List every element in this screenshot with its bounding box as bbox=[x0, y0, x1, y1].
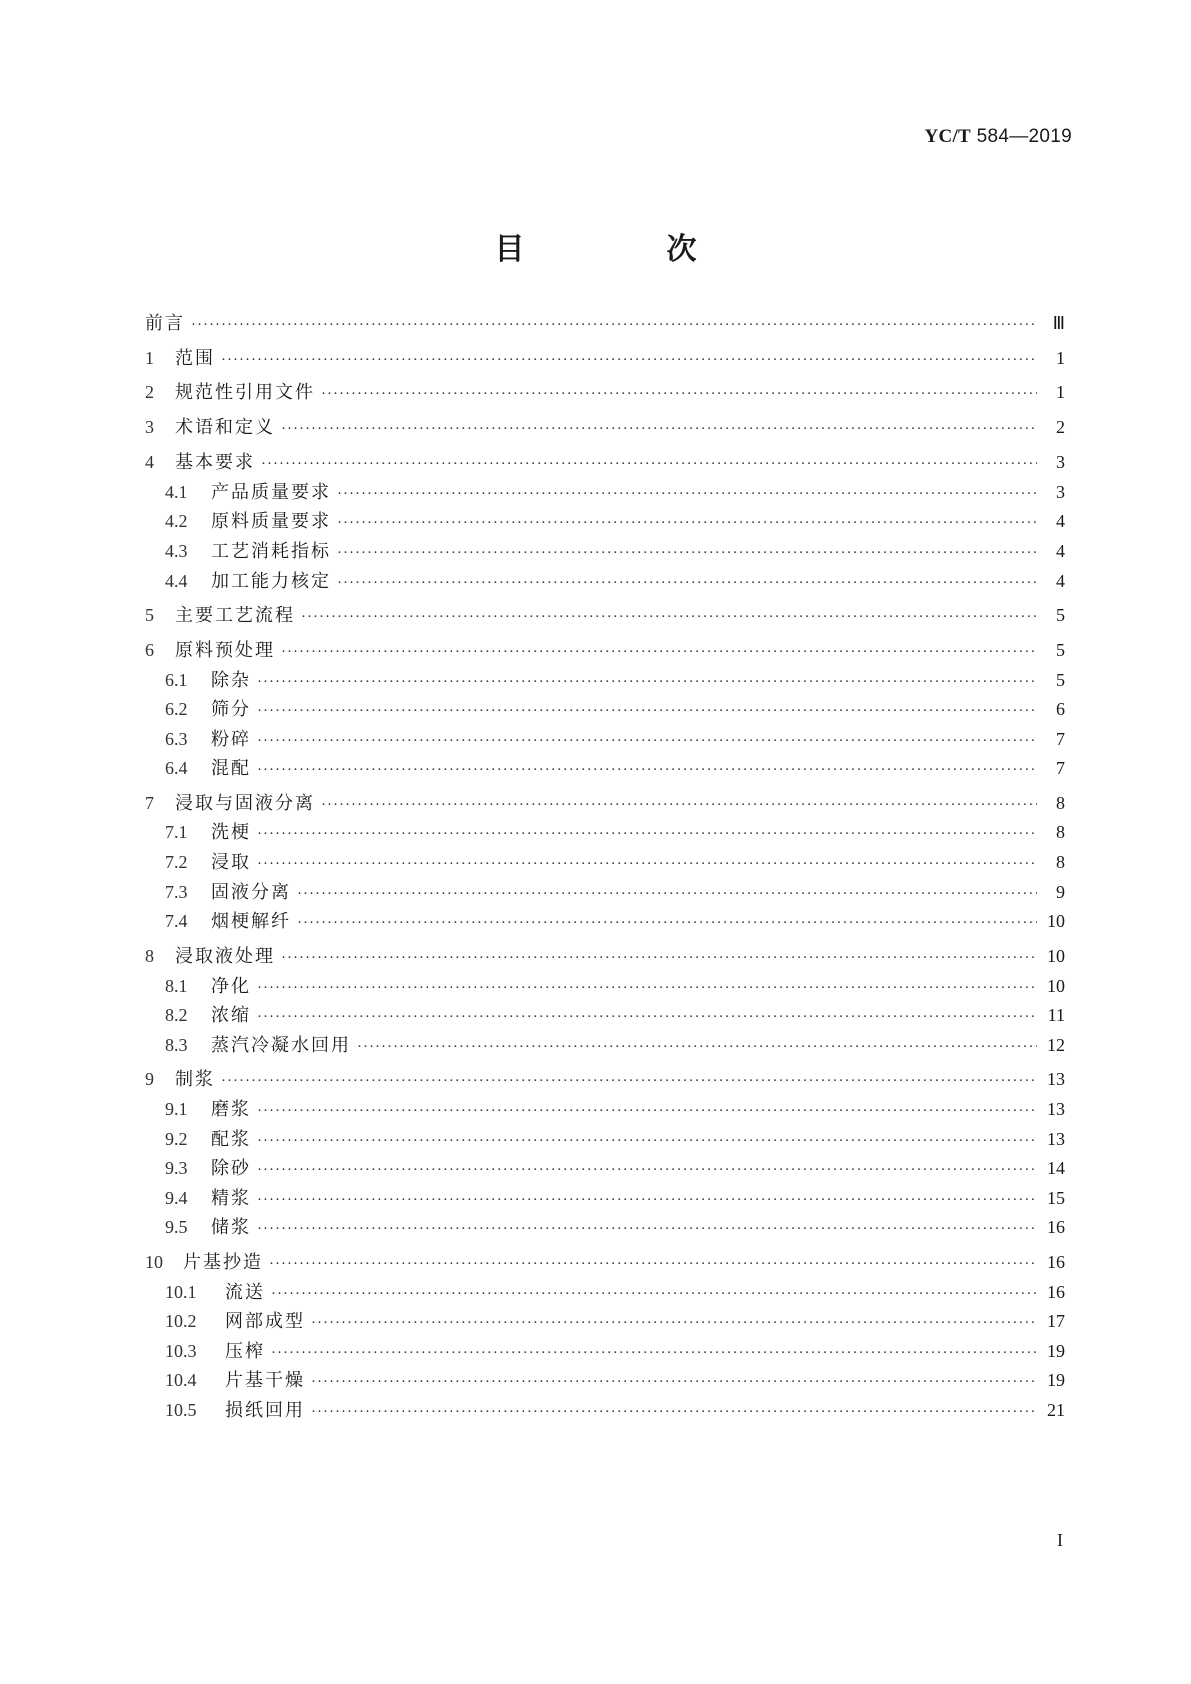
toc-entry[interactable] bbox=[165, 479, 1065, 505]
toc-entry-label: 损纸回用 bbox=[225, 1400, 305, 1421]
dot-leader bbox=[257, 669, 1037, 695]
dot-leader bbox=[337, 540, 1037, 566]
toc-entry-number: 9 bbox=[145, 1069, 154, 1089]
toc-entry-page: 7 bbox=[1056, 758, 1065, 778]
toc-entry[interactable] bbox=[165, 1096, 1065, 1122]
toc-entry-label: 规范性引用文件 bbox=[175, 382, 315, 403]
toc-entry-number: 7.2 bbox=[165, 852, 188, 872]
toc-entry-page: 13 bbox=[1047, 1129, 1065, 1149]
toc-entry[interactable] bbox=[165, 908, 1065, 934]
toc-entry-label: 原料预处理 bbox=[175, 640, 275, 661]
toc-entry-label: 浸取与固液分离 bbox=[175, 793, 315, 814]
toc-entry[interactable] bbox=[145, 1249, 1065, 1275]
toc-entry-page: 1 bbox=[1056, 348, 1065, 368]
page-folio: I bbox=[1057, 1530, 1063, 1550]
toc-entry[interactable] bbox=[165, 1155, 1065, 1181]
toc-entry-label: 磨浆 bbox=[211, 1099, 251, 1120]
toc-entry-page: 1 bbox=[1056, 382, 1065, 402]
toc-entry-number: 8.2 bbox=[165, 1005, 188, 1025]
toc-entry[interactable] bbox=[165, 849, 1065, 875]
toc-entry[interactable] bbox=[165, 1367, 1065, 1393]
document-code-number: 584—2019 bbox=[971, 126, 1072, 147]
toc-entry[interactable] bbox=[145, 345, 1065, 371]
toc-entry-page: 7 bbox=[1056, 729, 1065, 749]
toc-entry-page: 19 bbox=[1047, 1341, 1065, 1361]
toc-entry-page: 16 bbox=[1047, 1252, 1065, 1272]
dot-leader bbox=[281, 639, 1037, 665]
toc-entry[interactable] bbox=[165, 755, 1065, 781]
toc-entry-page: 17 bbox=[1047, 1311, 1065, 1331]
dot-leader bbox=[257, 1128, 1037, 1154]
toc-entry-number: 7.4 bbox=[165, 911, 188, 931]
toc-entry-label: 原料质量要求 bbox=[211, 511, 331, 532]
dot-leader bbox=[257, 1187, 1037, 1213]
toc-entry[interactable] bbox=[165, 538, 1065, 564]
toc-entry[interactable] bbox=[165, 508, 1065, 534]
dot-leader bbox=[281, 416, 1037, 442]
toc-entry-label: 蒸汽冷凝水回用 bbox=[211, 1035, 351, 1056]
toc-entry-label: 工艺消耗指标 bbox=[211, 541, 331, 562]
toc-entry-label: 压榨 bbox=[225, 1341, 265, 1362]
document-code-prefix: YC/T bbox=[924, 126, 972, 147]
toc-entry[interactable] bbox=[165, 568, 1065, 594]
toc-entry-label: 筛分 bbox=[211, 699, 251, 720]
toc-entry[interactable] bbox=[165, 726, 1065, 752]
dot-leader bbox=[257, 698, 1037, 724]
dot-leader bbox=[321, 792, 1037, 818]
toc-entry-number: 10.4 bbox=[165, 1370, 197, 1390]
dot-leader bbox=[257, 1098, 1037, 1124]
dot-leader bbox=[337, 510, 1037, 536]
toc-entry-number: 6 bbox=[145, 640, 154, 660]
document-code bbox=[924, 126, 1072, 148]
toc-entry-number: 10.3 bbox=[165, 1341, 197, 1361]
toc-entry-number: 6.2 bbox=[165, 699, 188, 719]
dot-leader bbox=[257, 1004, 1037, 1030]
toc-entry[interactable] bbox=[165, 973, 1065, 999]
dot-leader bbox=[257, 757, 1037, 783]
toc-entry-number: 10.5 bbox=[165, 1400, 197, 1420]
dot-leader bbox=[191, 312, 1037, 338]
toc-entry[interactable] bbox=[145, 602, 1065, 628]
toc-entry-number: 7.1 bbox=[165, 822, 188, 842]
toc-entry-label: 粉碎 bbox=[211, 729, 251, 750]
toc-entry-label: 净化 bbox=[211, 976, 251, 997]
toc-entry-number: 8.3 bbox=[165, 1035, 188, 1055]
toc-entry-label: 片基抄造 bbox=[183, 1252, 263, 1273]
toc-entry-number: 6.4 bbox=[165, 758, 188, 778]
toc-entry-page: 19 bbox=[1047, 1370, 1065, 1390]
toc-entry-label: 烟梗解纤 bbox=[211, 911, 291, 932]
dot-leader bbox=[321, 381, 1037, 407]
dot-leader bbox=[297, 910, 1037, 936]
toc-entry-label: 洗梗 bbox=[211, 822, 251, 843]
toc-entry-number: 9.1 bbox=[165, 1099, 188, 1119]
dot-leader bbox=[269, 1251, 1037, 1277]
toc-entry-label: 除砂 bbox=[211, 1158, 251, 1179]
toc-entry-page: 14 bbox=[1047, 1158, 1065, 1178]
toc-entry[interactable] bbox=[165, 1214, 1065, 1240]
toc-entry[interactable] bbox=[165, 1032, 1065, 1058]
toc-entry-page: 16 bbox=[1047, 1217, 1065, 1237]
toc-entry[interactable] bbox=[165, 1338, 1065, 1364]
toc-entry-page: 4 bbox=[1056, 511, 1065, 531]
toc-entry-page: 5 bbox=[1056, 670, 1065, 690]
toc-entry[interactable] bbox=[145, 790, 1065, 816]
toc-entry-number: 7.3 bbox=[165, 882, 188, 902]
toc-entry-page: 12 bbox=[1047, 1035, 1065, 1055]
toc-entry-number: 1 bbox=[145, 348, 154, 368]
toc-entry-number: 4.2 bbox=[165, 511, 188, 531]
toc-entry[interactable] bbox=[145, 379, 1065, 405]
toc-entry[interactable] bbox=[145, 414, 1065, 440]
toc-entry-page: 10 bbox=[1047, 976, 1065, 996]
toc-entry-number: 4 bbox=[145, 452, 154, 472]
toc-entry[interactable] bbox=[145, 310, 1065, 336]
toc-entry[interactable] bbox=[165, 879, 1065, 905]
toc-title: 目 次 bbox=[494, 232, 753, 267]
dot-leader bbox=[311, 1399, 1037, 1425]
toc-entry-number: 8 bbox=[145, 946, 154, 966]
toc-entry[interactable] bbox=[165, 1279, 1065, 1305]
toc-entry-label: 储浆 bbox=[211, 1217, 251, 1238]
toc-entry-label: 术语和定义 bbox=[175, 417, 275, 438]
toc-entry-number: 6.1 bbox=[165, 670, 188, 690]
toc-entry-number: 6.3 bbox=[165, 729, 188, 749]
dot-leader bbox=[221, 347, 1037, 373]
toc-entry-number: 4.4 bbox=[165, 571, 188, 591]
dot-leader bbox=[261, 451, 1037, 477]
toc-entry-page: 6 bbox=[1056, 699, 1065, 719]
dot-leader bbox=[221, 1068, 1037, 1094]
toc-entry[interactable] bbox=[145, 1066, 1065, 1092]
toc-entry-page: 8 bbox=[1056, 793, 1065, 813]
toc-entry-label: 浓缩 bbox=[211, 1005, 251, 1026]
dot-leader bbox=[301, 604, 1037, 630]
dot-leader bbox=[271, 1340, 1037, 1366]
toc-entry-page: 3 bbox=[1056, 482, 1065, 502]
toc-entry-number: 10.2 bbox=[165, 1311, 197, 1331]
toc-entry-number: 10 bbox=[145, 1252, 163, 1272]
toc-entry-number: 8.1 bbox=[165, 976, 188, 996]
toc-entry-label: 加工能力核定 bbox=[211, 571, 331, 592]
toc-entry-page: 4 bbox=[1056, 571, 1065, 591]
toc-entry-label: 浸取 bbox=[211, 852, 251, 873]
toc-entry-page: 2 bbox=[1056, 417, 1065, 437]
dot-leader bbox=[337, 481, 1037, 507]
toc-entry-page: 13 bbox=[1047, 1069, 1065, 1089]
toc-entry-label: 前言 bbox=[145, 313, 185, 334]
toc-entry[interactable] bbox=[145, 943, 1065, 969]
toc-entry-label: 主要工艺流程 bbox=[175, 605, 295, 626]
toc-entry-page: 8 bbox=[1056, 852, 1065, 872]
toc-entry-page: 4 bbox=[1056, 541, 1065, 561]
toc-entry-label: 流送 bbox=[225, 1282, 265, 1303]
toc-entry-label: 基本要求 bbox=[175, 452, 255, 473]
toc-entry[interactable] bbox=[145, 449, 1065, 475]
toc-entry-number: 3 bbox=[145, 417, 154, 437]
toc-entry-number: 9.3 bbox=[165, 1158, 188, 1178]
toc-entry-page: 21 bbox=[1047, 1400, 1065, 1420]
toc-entry-number: 5 bbox=[145, 605, 154, 625]
dot-leader bbox=[257, 728, 1037, 754]
toc-entry-label: 精浆 bbox=[211, 1188, 251, 1209]
dot-leader bbox=[257, 821, 1037, 847]
toc-entry-label: 制浆 bbox=[175, 1069, 215, 1090]
toc-entry-number: 10.1 bbox=[165, 1282, 197, 1302]
dot-leader bbox=[257, 975, 1037, 1001]
toc-entry-label: 固液分离 bbox=[211, 882, 291, 903]
toc-entry-label: 产品质量要求 bbox=[211, 482, 331, 503]
toc-entry-page: 15 bbox=[1047, 1188, 1065, 1208]
toc-entry-page: 3 bbox=[1056, 452, 1065, 472]
dot-leader bbox=[257, 1216, 1037, 1242]
toc-entry-page: 10 bbox=[1047, 911, 1065, 931]
toc-entry[interactable] bbox=[165, 1126, 1065, 1152]
toc-entry-page: 10 bbox=[1047, 946, 1065, 966]
toc-entry-page: Ⅲ bbox=[1052, 313, 1065, 333]
toc-entry-number: 9.5 bbox=[165, 1217, 188, 1237]
dot-leader bbox=[257, 851, 1037, 877]
toc-entry-number: 4.3 bbox=[165, 541, 188, 561]
toc-entry[interactable] bbox=[165, 1397, 1065, 1423]
toc-entry-label: 网部成型 bbox=[225, 1311, 305, 1332]
dot-leader bbox=[357, 1034, 1037, 1060]
dot-leader bbox=[271, 1281, 1037, 1307]
toc-entry[interactable] bbox=[165, 1308, 1065, 1334]
toc-entry-page: 5 bbox=[1056, 605, 1065, 625]
toc-entry-number: 7 bbox=[145, 793, 154, 813]
toc-entry-label: 片基干燥 bbox=[225, 1370, 305, 1391]
toc-entry[interactable] bbox=[165, 696, 1065, 722]
toc-entry-page: 11 bbox=[1047, 1005, 1065, 1025]
toc-entry-page: 13 bbox=[1047, 1099, 1065, 1119]
dot-leader bbox=[257, 1157, 1037, 1183]
dot-leader bbox=[337, 570, 1037, 596]
dot-leader bbox=[297, 881, 1037, 907]
toc-entry-page: 5 bbox=[1056, 640, 1065, 660]
toc-entry-label: 浸取液处理 bbox=[175, 946, 275, 967]
dot-leader bbox=[311, 1310, 1037, 1336]
toc-entry[interactable] bbox=[165, 819, 1065, 845]
toc-entry[interactable] bbox=[165, 1002, 1065, 1028]
toc-entry-page: 16 bbox=[1047, 1282, 1065, 1302]
toc-entry-number: 9.2 bbox=[165, 1129, 188, 1149]
toc-entry[interactable] bbox=[165, 1185, 1065, 1211]
toc-entry[interactable] bbox=[145, 637, 1065, 663]
toc-entry-number: 9.4 bbox=[165, 1188, 188, 1208]
toc-entry[interactable] bbox=[165, 667, 1065, 693]
dot-leader bbox=[311, 1369, 1037, 1395]
toc-entry-page: 9 bbox=[1056, 882, 1065, 902]
toc-entry-label: 范围 bbox=[175, 348, 215, 369]
toc-entry-label: 混配 bbox=[211, 758, 251, 779]
toc-entry-label: 除杂 bbox=[211, 670, 251, 691]
toc-entry-label: 配浆 bbox=[211, 1129, 251, 1150]
toc-entry-number: 4.1 bbox=[165, 482, 188, 502]
dot-leader bbox=[281, 945, 1037, 971]
toc-entry-page: 8 bbox=[1056, 822, 1065, 842]
toc-entry-number: 2 bbox=[145, 382, 154, 402]
